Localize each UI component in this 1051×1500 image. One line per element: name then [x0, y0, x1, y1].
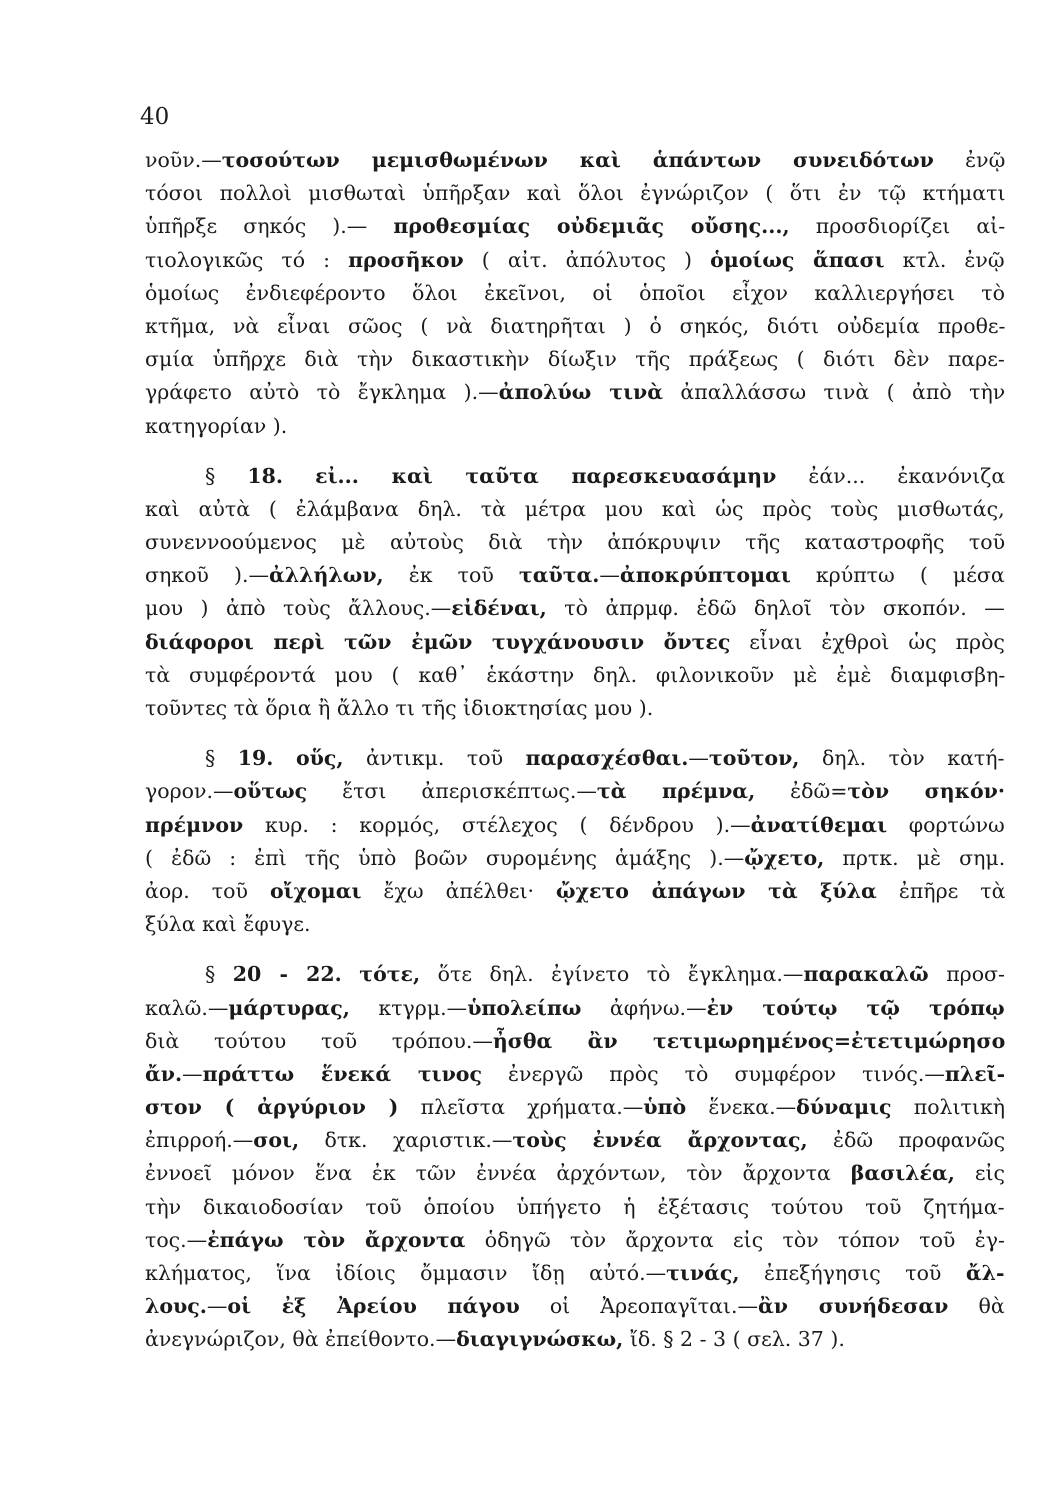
headword: ἂν συνήδεσαν: [757, 1294, 949, 1319]
text-segment: ὑπῆρξε σηκός ).—: [145, 214, 394, 239]
text-segment: ἀπαλλάσσω τινὰ ( ἀπὸ τὴν: [663, 380, 1005, 405]
text-segment: προσ-: [928, 962, 1005, 987]
headword: διαγιγνώσκω,: [456, 1327, 624, 1352]
text-segment: μου ) ἀπὸ τοὺς ἄλλους.—: [145, 596, 452, 621]
text-segment: φορτώνω: [887, 812, 1005, 837]
text-line: [145, 775, 1005, 808]
headword: παρακαλῶ: [803, 962, 929, 987]
headword: οἱ ἐξ Ἀρείου πάγου: [227, 1294, 520, 1319]
headword: τοὺς ἐννέα ἄρχοντας,: [512, 1128, 808, 1153]
headword: εἰ... καὶ ταῦτα παρεσκευασάμην: [315, 463, 777, 488]
headword: ἦσθα ἂν τετιμωρημένος=ἐτετιμώρησο: [492, 1028, 1005, 1053]
headword: ἐν τούτῳ τῷ τρόπῳ: [706, 995, 1005, 1020]
text-segment: ὁδηγῶ τὸν ἄρχοντα εἰς τὸν τόπον τοῦ ἐγ-: [465, 1227, 1005, 1252]
text-segment: εἰς: [954, 1161, 1005, 1186]
text-segment: πολιτικὴ: [891, 1095, 1005, 1120]
text-line: [145, 1191, 1005, 1224]
page-number: 40: [140, 104, 170, 130]
text-segment: ἀφήνω.—: [581, 995, 707, 1020]
text-segment: τὰ συμφέροντά μου ( καθ᾽ ἑκάστην δηλ. φιλονικοῦν μὲ ἐμὲ διαμφισβη-: [145, 662, 1005, 687]
headword: βασιλέα,: [850, 1161, 955, 1186]
text-segment: ἀντικμ. τοῦ: [343, 746, 526, 771]
text-segment: [283, 464, 315, 488]
text-segment: κτλ. ἐνῷ: [884, 247, 1005, 272]
headword: οὕς,: [295, 746, 344, 771]
text-segment: §: [205, 463, 248, 488]
text-segment: ἐνῷ: [933, 148, 1005, 172]
headword: ἄν.: [145, 1061, 183, 1086]
text-line: [145, 958, 1005, 991]
text-line: [145, 244, 1005, 277]
text-segment: κτῆμα, νὰ εἶναι σῶος ( νὰ διατηρῆται ) ὁ σηκός, διότι οὐδεμία προθε-: [145, 313, 1005, 338]
text-segment: καὶ αὐτὰ ( ἐλάμβανα δηλ. τὰ μέτρα μου καὶ ὡς πρὸς τοὺς μισθωτάς,: [145, 496, 1005, 521]
text-segment: —: [206, 1294, 228, 1319]
text-line: [145, 559, 1005, 592]
text-segment: δηλ. τὸν κατή-: [799, 746, 1005, 771]
text-line: [145, 1025, 1005, 1058]
text-segment: [273, 746, 296, 770]
headword: λους.: [145, 1294, 207, 1319]
text-line: [145, 1091, 1005, 1124]
text-segment: §: [205, 746, 238, 771]
text-segment: §: [205, 962, 233, 987]
text-segment: ἐκ τοῦ: [383, 563, 519, 588]
headword: πράττω ἕνεκά τινος: [202, 1061, 482, 1086]
text-segment: —: [182, 1061, 203, 1086]
text-line: [145, 410, 1005, 443]
text-segment: ξύλα καὶ ἔφυγε.: [145, 912, 311, 937]
headword: ταῦτα.: [518, 563, 600, 588]
text-segment: τοῦντες τὰ ὅρια ἢ ἄλλο τι τῆς ἰδιοκτησίας μου ).: [145, 696, 654, 720]
headword: ὑπὸ: [643, 1095, 687, 1120]
text-line: [145, 659, 1005, 692]
headword: σοι,: [253, 1128, 300, 1153]
headword: δύναμις: [796, 1095, 892, 1120]
text-segment: ἐπεξήγησις τοῦ: [739, 1261, 966, 1285]
headword: ἀνατίθεμαι: [750, 812, 887, 837]
text-line: [145, 875, 1005, 908]
text-segment: ἐπῆρε τὰ: [876, 878, 1005, 903]
headword: ἀλλήλων,: [269, 563, 384, 588]
headword: 19.: [237, 746, 274, 771]
headword: εἰδέναι,: [451, 596, 547, 621]
headword: ὑπολείπω: [467, 995, 582, 1020]
headword: πλεῖ-: [944, 1061, 1005, 1086]
text-segment: κλήματος, ἵνα ἰδίοις ὄμμασιν ἴδῃ αὐτό.—: [145, 1261, 667, 1285]
headword: τότε,: [359, 962, 421, 987]
headword: ἀπολύω τινὰ: [498, 380, 663, 405]
text-segment: κατηγορίαν ).: [145, 413, 288, 438]
headword: ἄλ-: [965, 1261, 1005, 1285]
headword: πρέμνον: [145, 812, 244, 837]
text-segment: γράφετο αὐτὸ τὸ ἔγκλημα ).—: [145, 380, 499, 405]
text-segment: ἐδῶ προφανῶς: [807, 1128, 1005, 1153]
text-segment: εἶναι ἐχθροὶ ὡς πρὸς: [730, 629, 1005, 654]
text-segment: σηκοῦ ).—: [145, 563, 269, 588]
headword: ἀποκρύπτομαι: [619, 563, 791, 588]
text-segment: νοῦν.—: [145, 148, 222, 172]
text-segment: σμία ὑπῆρχε διὰ τὴν δικαστικὴν δίωξιν τῆς πράξεως ( διότι δὲν παρε-: [145, 347, 1005, 372]
text-segment: πλεῖστα χρήματα.—: [398, 1095, 644, 1120]
headword: μάρτυρας,: [228, 995, 350, 1020]
headword: 20 - 22.: [232, 962, 342, 987]
text-line: [145, 526, 1005, 559]
text-segment: κρύπτω ( μέσα: [790, 563, 1005, 588]
text-line: [145, 310, 1005, 343]
text-segment: —: [599, 563, 620, 588]
text-segment: κυρ. : κορμός, στέλεχος ( δένδρου ).—: [243, 812, 751, 837]
text-segment: —: [688, 746, 709, 771]
headword: προσῆκον: [348, 247, 464, 272]
text-line: [145, 177, 1005, 210]
headword: τὸν σηκόν·: [847, 779, 1005, 804]
text-segment: ἐάν... ἐκανόνιζα: [776, 463, 1005, 488]
text-line: [145, 1257, 1005, 1290]
body-text: [145, 144, 1005, 1357]
text-line: [145, 1290, 1005, 1323]
headword: προθεσμίας οὐδεμιᾶς οὔσης...,: [393, 214, 790, 239]
headword: οὕτως: [233, 779, 308, 804]
text-segment: ἔχω ἀπέλθει·: [361, 878, 557, 903]
text-segment: τὸ ἀπρμφ. ἐδῶ δηλοῖ τὸν σκοπόν. —: [546, 596, 1005, 621]
text-segment: ὅτε δηλ. ἐγίνετο τὸ ἔγκλημα.—: [420, 962, 804, 987]
text-line: [145, 210, 1005, 243]
text-segment: κτγρμ.—: [349, 995, 468, 1020]
text-segment: τιολογικῶς τό :: [145, 247, 349, 272]
headword: τινάς,: [666, 1261, 740, 1285]
text-segment: ἐνεργῶ πρὸς τὸ συμφέρον τινός.—: [481, 1061, 945, 1086]
text-line: [145, 277, 1005, 310]
text-segment: τος.—: [145, 1227, 208, 1252]
text-segment: ἐπιρροή.—: [145, 1128, 254, 1153]
text-segment: προσδιορίζει αἰ-: [789, 214, 1005, 239]
text-line: [145, 842, 1005, 875]
text-line: [145, 1157, 1005, 1190]
text-line: [145, 626, 1005, 659]
headword: 18.: [247, 463, 284, 488]
text-line: [145, 343, 1005, 376]
headword: τοῦτον,: [708, 746, 800, 771]
text-segment: ἕνεκα.—: [686, 1095, 797, 1120]
text-segment: τόσοι πολλοὶ μισθωταὶ ὑπῆρξαν καὶ ὅλοι ἐγνώριζον ( ὅτι ἐν τῷ κτήματι: [145, 181, 1005, 206]
headword: ἐπάγω τὸν ἄρχοντα: [207, 1227, 466, 1252]
headword: ὁμοίως ἅπασι: [710, 247, 885, 272]
text-segment: [342, 962, 360, 986]
text-segment: ( ἐδῶ : ἐπὶ τῆς ὑπὸ βοῶν συρομένης ἁμάξης ).—: [145, 845, 745, 870]
text-line: [145, 1224, 1005, 1257]
text-line: [145, 144, 1005, 177]
text-line: [145, 592, 1005, 625]
headword: τοσούτων μεμισθωμένων καὶ ἁπάντων συνειδότων: [221, 148, 934, 172]
text-segment: ἐννοεῖ μόνον ἕνα ἐκ τῶν ἐννέα ἀρχόντων, τὸν ἄρχοντα: [145, 1161, 851, 1186]
text-segment: καλῶ.—: [145, 995, 229, 1020]
headword: ᾤχετο ἀπάγων τὰ ξύλα: [556, 878, 877, 903]
text-line: [145, 1323, 1005, 1356]
headword: παρασχέσθαι.: [525, 746, 689, 771]
headword: ᾤχετο,: [744, 845, 825, 870]
text-segment: γορον.—: [145, 779, 234, 804]
text-segment: ἴδ. § 2 - 3 ( σελ. 37 ).: [623, 1327, 845, 1352]
text-line: [145, 742, 1005, 775]
text-segment: ἐδῶ=: [755, 779, 848, 804]
text-segment: πρτκ. μὲ σημ.: [824, 845, 1005, 870]
text-segment: θὰ: [948, 1294, 1005, 1319]
text-line: [145, 908, 1005, 941]
text-segment: ὁμοίως ἐνδιεφέροντο ὅλοι ἐκεῖνοι, οἱ ὁποῖοι εἶχον καλλιεργήσει τὸ: [145, 280, 1005, 305]
text-line: [145, 692, 1005, 725]
text-segment: διὰ τούτου τοῦ τρόπου.—: [145, 1028, 493, 1053]
text-line: [145, 809, 1005, 842]
headword: οἴχομαι: [269, 878, 362, 903]
text-segment: ἀνεγνώριζον, θὰ ἐπείθοντο.—: [145, 1327, 457, 1352]
headword: διάφοροι περὶ τῶν ἐμῶν τυγχάνουσιν ὄντες: [145, 629, 731, 654]
text-line: [145, 1124, 1005, 1157]
text-segment: ἀορ. τοῦ: [145, 878, 270, 903]
text-segment: ( αἰτ. ἀπόλυτος ): [463, 247, 711, 272]
text-line: [145, 376, 1005, 409]
text-segment: συνεννοούμενος μὲ αὐτοὺς διὰ τὴν ἀπόκρυψιν τῆς καταστροφῆς τοῦ: [145, 530, 1005, 555]
text-line: [145, 493, 1005, 526]
headword: στον ( ἀργύριον ): [145, 1095, 399, 1120]
text-line: [145, 1058, 1005, 1091]
text-segment: τὴν δικαιοδοσίαν τοῦ ὁποίου ὑπήγετο ἡ ἐξέτασις τούτου τοῦ ζητήμα-: [145, 1194, 1005, 1219]
text-segment: ἔτσι ἀπερισκέπτως.—: [307, 779, 597, 804]
text-line: [145, 992, 1005, 1025]
text-segment: οἱ Ἀρεοπαγῖται.—: [519, 1294, 758, 1319]
text-line: [145, 460, 1005, 493]
text-segment: δτκ. χαριστικ.—: [299, 1128, 513, 1153]
headword: τὰ πρέμνα,: [596, 779, 756, 804]
